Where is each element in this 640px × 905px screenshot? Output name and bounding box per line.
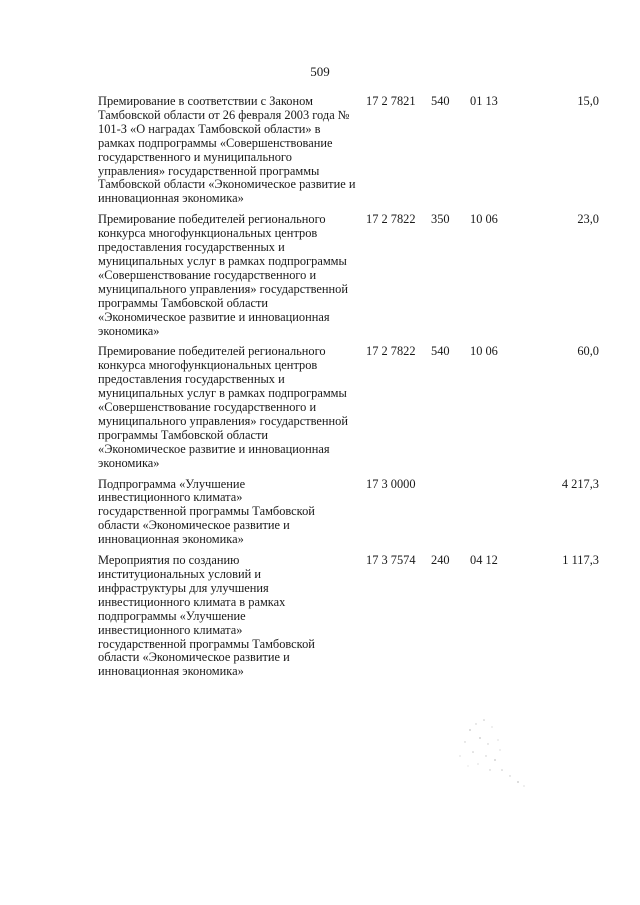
row-sum: 60,0 [577, 344, 599, 359]
table-row [0, 345, 640, 470]
row-expense-type: 540 [431, 94, 450, 108]
row-target-code: 17 2 7822 [366, 212, 416, 227]
row-sum: 1 117,3 [562, 553, 599, 568]
faded-stamp-mark [440, 700, 540, 800]
row-target-code: 17 2 7821 [366, 94, 416, 108]
row-name: Мероприятия по созданию институциональных условий и инфраструктуры для улучшения инвестиционного климата в рамках подпрограммы «Улучшение инвестиционного климата» государственной программы Тамбовской области «Экономическое развитие и инновационная экономика» [98, 553, 315, 679]
row-section-code: 10 06 [470, 212, 498, 227]
table-row [0, 478, 640, 548]
row-name: Премирование победителей регионального конкурса многофункциональных центров предоставления государственных и муниципальных услуг в рамках подпрограммы «Совершенствование государственного и муниципального управления» государственной программы Тамбовской области «Экономическое развитие и инновационная экономика» [98, 212, 348, 338]
row-section-code: 04 12 [470, 553, 498, 568]
row-section-code: 10 06 [470, 344, 498, 359]
row-sum: 23,0 [577, 212, 599, 227]
budget-table [0, 95, 640, 686]
row-expense-type: 240 [431, 553, 450, 568]
row-expense-type: 350 [431, 212, 450, 227]
row-target-code: 17 3 0000 [366, 476, 416, 491]
row-sum: 15,0 [577, 94, 599, 108]
row-sum: 4 217,3 [561, 476, 599, 491]
table-row [0, 213, 640, 338]
row-section-code: 01 13 [470, 94, 498, 108]
table-row [0, 554, 640, 679]
row-name: Премирование в соответствии с Законом Тамбовской области от 26 февраля 2003 года № 101-З «О наградах Тамбовской области» в рамках подпрограммы «Совершенствование государственного и муниципального управления» государственной программы Тамбовской области «Экономическое развитие и инновационная экономика» [98, 94, 356, 206]
row-expense-type: 540 [431, 344, 450, 359]
row-target-code: 17 3 7574 [366, 553, 416, 568]
page-number: 509 [310, 64, 330, 79]
row-name: Премирование победителей регионального конкурса многофункциональных центров предоставления государственных и муниципальных услуг в рамках подпрограммы «Совершенствование государственного и муниципального управления» государственной программы Тамбовской области «Экономическое развитие и инновационная экономика» [98, 344, 348, 470]
row-name: Подпрограмма «Улучшение инвестиционного климата» государственной программы Тамбовской области «Экономическое развитие и инновационная экономика» [98, 476, 315, 547]
table-row [0, 95, 640, 206]
row-target-code: 17 2 7822 [366, 344, 416, 359]
